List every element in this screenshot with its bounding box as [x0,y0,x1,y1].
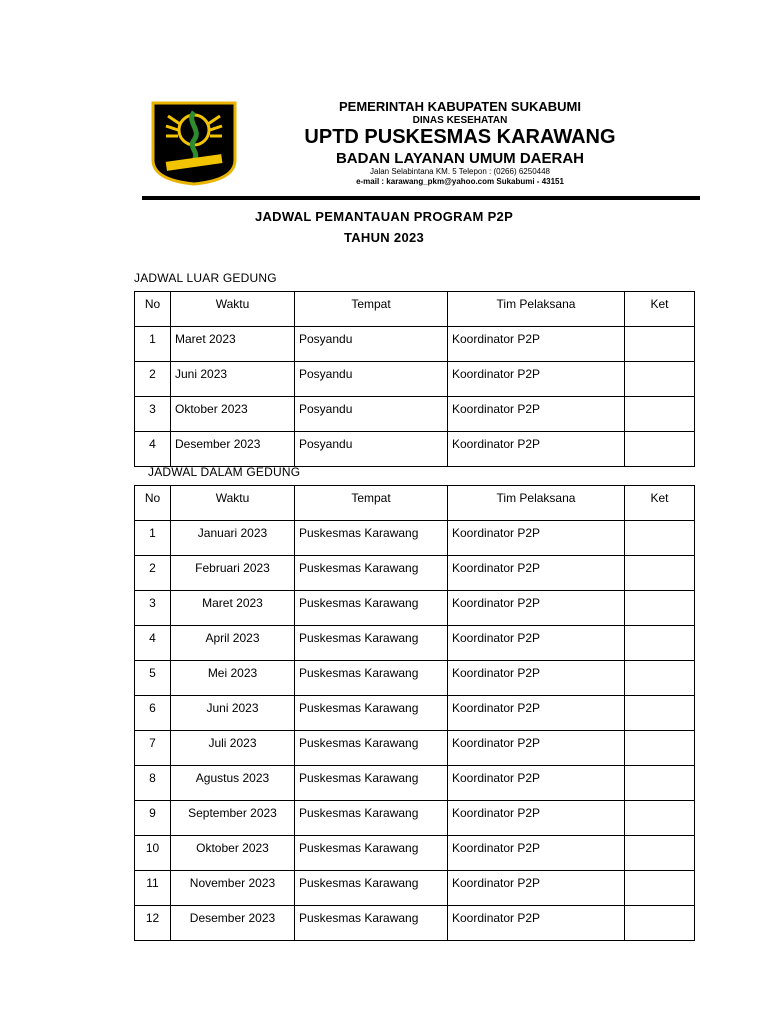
cell-ket [625,397,695,432]
cell-no: 2 [135,362,171,397]
cell-ket [625,731,695,766]
cell-ket [625,556,695,591]
header-tempat: Tempat [295,292,448,327]
cell-waktu: Februari 2023 [171,556,295,591]
cell-tempat: Posyandu [295,397,448,432]
cell-waktu: Oktober 2023 [171,836,295,871]
table-row [135,766,695,801]
cell-ket [625,626,695,661]
cell-waktu: Desember 2023 [171,432,295,467]
table-row [135,521,695,556]
cell-waktu: Maret 2023 [171,591,295,626]
cell-waktu: Oktober 2023 [171,397,295,432]
letterhead-email: e-mail : karawang_pkm@yahoo.com Sukabumi - 43151 [356,177,564,186]
cell-tempat: Puskesmas Karawang [295,836,448,871]
table-row [135,432,695,467]
letterhead-government: PEMERINTAH KABUPATEN SUKABUMI [339,99,581,114]
table-row [135,327,695,362]
cell-waktu: Juni 2023 [171,362,295,397]
table-dalam-gedung [134,485,695,941]
cell-tim-pelaksana: Koordinator P2P [448,521,625,556]
cell-tim-pelaksana: Koordinator P2P [448,801,625,836]
cell-ket [625,362,695,397]
document-title: JADWAL PEMANTAUAN PROGRAM P2P [254,209,514,224]
cell-no: 5 [135,661,171,696]
cell-waktu: Januari 2023 [171,521,295,556]
cell-ket [625,591,695,626]
cell-ket [625,801,695,836]
table-row [135,836,695,871]
cell-tempat: Puskesmas Karawang [295,661,448,696]
cell-no: 9 [135,801,171,836]
letterhead-org-name: UPTD PUSKESMAS KARAWANG [304,126,616,148]
table-row [135,362,695,397]
header-tempat: Tempat [295,486,448,521]
cell-no: 4 [135,626,171,661]
cell-tempat: Puskesmas Karawang [295,731,448,766]
cell-ket [625,327,695,362]
cell-no: 2 [135,556,171,591]
cell-tim-pelaksana: Koordinator P2P [448,871,625,906]
cell-tempat: Puskesmas Karawang [295,906,448,941]
cell-tim-pelaksana: Koordinator P2P [448,556,625,591]
cell-ket [625,432,695,467]
cell-tempat: Puskesmas Karawang [295,766,448,801]
table-row [135,906,695,941]
cell-no: 6 [135,696,171,731]
cell-tempat: Puskesmas Karawang [295,696,448,731]
header-waktu: Waktu [171,292,295,327]
header-ket: Ket [625,292,695,327]
cell-tim-pelaksana: Koordinator P2P [448,766,625,801]
cell-waktu: Juni 2023 [171,696,295,731]
cell-tim-pelaksana: Koordinator P2P [448,397,625,432]
header-tim-pelaksana: Tim Pelaksana [448,486,625,521]
cell-no: 7 [135,731,171,766]
table-row [135,871,695,906]
cell-waktu: Agustus 2023 [171,766,295,801]
table-header-row [135,486,695,521]
cell-waktu: November 2023 [171,871,295,906]
cell-no: 8 [135,766,171,801]
cell-ket [625,836,695,871]
letterhead-divider [142,196,700,200]
header-waktu: Waktu [171,486,295,521]
cell-ket [625,766,695,801]
cell-tim-pelaksana: Koordinator P2P [448,327,625,362]
cell-tim-pelaksana: Koordinator P2P [448,626,625,661]
cell-waktu: April 2023 [171,626,295,661]
cell-no: 4 [135,432,171,467]
cell-no: 10 [135,836,171,871]
table-row [135,661,695,696]
cell-tempat: Posyandu [295,432,448,467]
cell-tempat: Puskesmas Karawang [295,626,448,661]
section-dalam-gedung: JADWAL DALAM GEDUNG [148,465,301,479]
cell-tempat: Puskesmas Karawang [295,556,448,591]
cell-tempat: Puskesmas Karawang [295,801,448,836]
table-row [135,731,695,766]
cell-tim-pelaksana: Koordinator P2P [448,906,625,941]
cell-ket [625,521,695,556]
letterhead-department: DINAS KESEHATAN [412,115,508,126]
cell-tempat: Posyandu [295,362,448,397]
kabupaten-sukabumi-logo-icon [150,100,238,186]
header-ket: Ket [625,486,695,521]
cell-waktu: Mei 2023 [171,661,295,696]
cell-tim-pelaksana: Koordinator P2P [448,591,625,626]
header-no: No [135,486,171,521]
cell-tim-pelaksana: Koordinator P2P [448,661,625,696]
table-row [135,556,695,591]
cell-waktu: Maret 2023 [171,327,295,362]
cell-ket [625,696,695,731]
cell-tempat: Puskesmas Karawang [295,521,448,556]
cell-no: 3 [135,591,171,626]
cell-waktu: Desember 2023 [171,906,295,941]
table-row [135,626,695,661]
cell-no: 1 [135,327,171,362]
cell-waktu: Juli 2023 [171,731,295,766]
table-row [135,591,695,626]
cell-tim-pelaksana: Koordinator P2P [448,696,625,731]
cell-tim-pelaksana: Koordinator P2P [448,362,625,397]
cell-ket [625,906,695,941]
letterhead-org-type: BADAN LAYANAN UMUM DAERAH [335,150,585,167]
cell-ket [625,871,695,906]
cell-tim-pelaksana: Koordinator P2P [448,731,625,766]
cell-no: 1 [135,521,171,556]
header-no: No [135,292,171,327]
cell-tim-pelaksana: Koordinator P2P [448,432,625,467]
section-luar-gedung: JADWAL LUAR GEDUNG [134,271,277,285]
document-year: TAHUN 2023 [343,230,425,245]
header-tim-pelaksana: Tim Pelaksana [448,292,625,327]
cell-tim-pelaksana: Koordinator P2P [448,836,625,871]
table-luar-gedung [134,291,695,467]
cell-waktu: September 2023 [171,801,295,836]
cell-tempat: Posyandu [295,327,448,362]
cell-ket [625,661,695,696]
cell-no: 11 [135,871,171,906]
table-row [135,801,695,836]
cell-tempat: Puskesmas Karawang [295,871,448,906]
table-row [135,397,695,432]
cell-no: 3 [135,397,171,432]
cell-tempat: Puskesmas Karawang [295,591,448,626]
table-header-row [135,292,695,327]
letterhead-address: Jalan Selabintana KM. 5 Telepon : (0266) 6250448 [370,167,550,176]
table-row [135,696,695,731]
cell-no: 12 [135,906,171,941]
